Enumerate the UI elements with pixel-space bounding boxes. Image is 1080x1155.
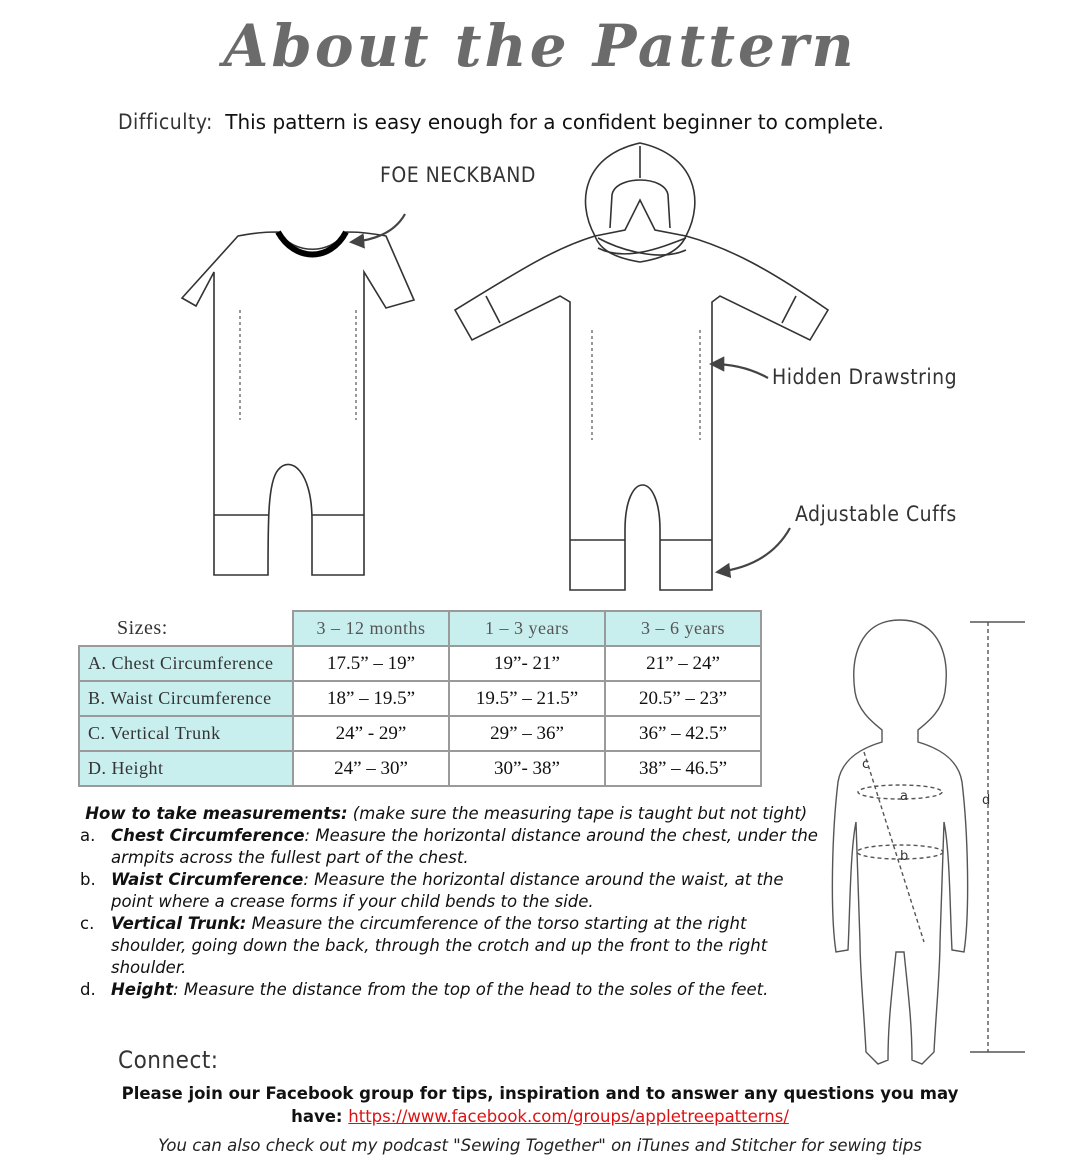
measurement-instructions xyxy=(80,803,820,1001)
table-header-row xyxy=(79,611,761,646)
difficulty-label: Difficulty: xyxy=(118,110,213,134)
connect-message xyxy=(110,1082,970,1128)
column-header: 1 – 3 years xyxy=(449,611,605,646)
table-cell: 24” – 30” xyxy=(293,751,449,786)
item-text: : Measure the horizontal distance around the waist, at the point where a crease forms if your child bends to the side. xyxy=(111,870,784,911)
list-item xyxy=(80,869,820,913)
item-text: : Measure the horizontal distance around the chest, under the armpits across the fullest part of the chest. xyxy=(111,826,818,867)
table-cell: 38” – 46.5” xyxy=(605,751,761,786)
short-sleeve-romper xyxy=(182,232,414,575)
table-row xyxy=(79,681,761,716)
list-item xyxy=(80,913,820,979)
list-item xyxy=(80,825,820,869)
table-cell: 19”- 21” xyxy=(449,646,605,681)
connect-text: Please join our Facebook group for tips, inspiration and to answer any questions you may have: xyxy=(121,1084,959,1126)
podcast-note: You can also check out my podcast "Sewing Together" on iTunes and Stitcher for sewing tips xyxy=(158,1136,922,1155)
item-term: Chest Circumference xyxy=(111,826,305,845)
instructions-heading: How to take measurements: xyxy=(85,804,348,823)
callout-foe-neckband: FOE NECKBAND xyxy=(380,163,536,187)
table-cell: 24” - 29” xyxy=(293,716,449,751)
sizes-label: Sizes: xyxy=(79,611,293,646)
list-item xyxy=(80,979,820,1001)
child-measurement-figure xyxy=(820,612,1030,1082)
row-label: B. Waist Circumference xyxy=(79,681,293,716)
table-cell: 19.5” – 21.5” xyxy=(449,681,605,716)
callout-hidden-drawstring: Hidden Drawstring xyxy=(772,365,958,389)
table-cell: 36” – 42.5” xyxy=(605,716,761,751)
connect-heading: Connect: xyxy=(118,1046,219,1074)
table-cell: 20.5” – 23” xyxy=(605,681,761,716)
callout-arrows xyxy=(352,214,790,572)
row-label: D. Height xyxy=(79,751,293,786)
table-cell: 30”- 38” xyxy=(449,751,605,786)
item-text: Measure the circumference of the torso starting at the right shoulder, going down the back, through the crotch and up the front to the right shoulder. xyxy=(111,914,768,977)
table-cell: 21” – 24” xyxy=(605,646,761,681)
table-cell: 18” – 19.5” xyxy=(293,681,449,716)
table-row xyxy=(79,751,761,786)
figure-label-b: b xyxy=(900,849,909,864)
figure-label-a: a xyxy=(900,789,908,804)
table-cell: 29” – 36” xyxy=(449,716,605,751)
page-title: About the Pattern xyxy=(223,12,857,80)
item-term: Height xyxy=(111,980,174,999)
item-marker: d. xyxy=(80,980,96,999)
row-label: C. Vertical Trunk xyxy=(79,716,293,751)
table-cell: 17.5” – 19” xyxy=(293,646,449,681)
figure-label-c: c xyxy=(862,757,870,772)
item-marker: b. xyxy=(80,870,96,889)
instructions-note: (make sure the measuring tape is taught but not tight) xyxy=(352,804,808,823)
instructions-lead xyxy=(80,803,820,825)
callout-adjustable-cuffs: Adjustable Cuffs xyxy=(795,502,957,526)
difficulty-text: This pattern is easy enough for a confident beginner to complete. xyxy=(225,110,884,134)
table-row xyxy=(79,716,761,751)
column-header: 3 – 6 years xyxy=(605,611,761,646)
row-label: A. Chest Circumference xyxy=(79,646,293,681)
item-marker: c. xyxy=(80,914,95,933)
sizes-table xyxy=(78,610,762,787)
item-text: : Measure the distance from the top of the head to the soles of the feet. xyxy=(173,980,769,999)
table-row xyxy=(79,646,761,681)
difficulty-line xyxy=(118,110,884,134)
column-header: 3 – 12 months xyxy=(293,611,449,646)
instructions-list xyxy=(80,825,820,1001)
facebook-group-link[interactable]: https://www.facebook.com/groups/appletreepatterns/ xyxy=(348,1107,789,1126)
item-term: Waist Circumference xyxy=(111,870,304,889)
figure-label-d: d xyxy=(982,793,991,808)
item-term: Vertical Trunk: xyxy=(111,914,247,933)
item-marker: a. xyxy=(80,826,96,845)
